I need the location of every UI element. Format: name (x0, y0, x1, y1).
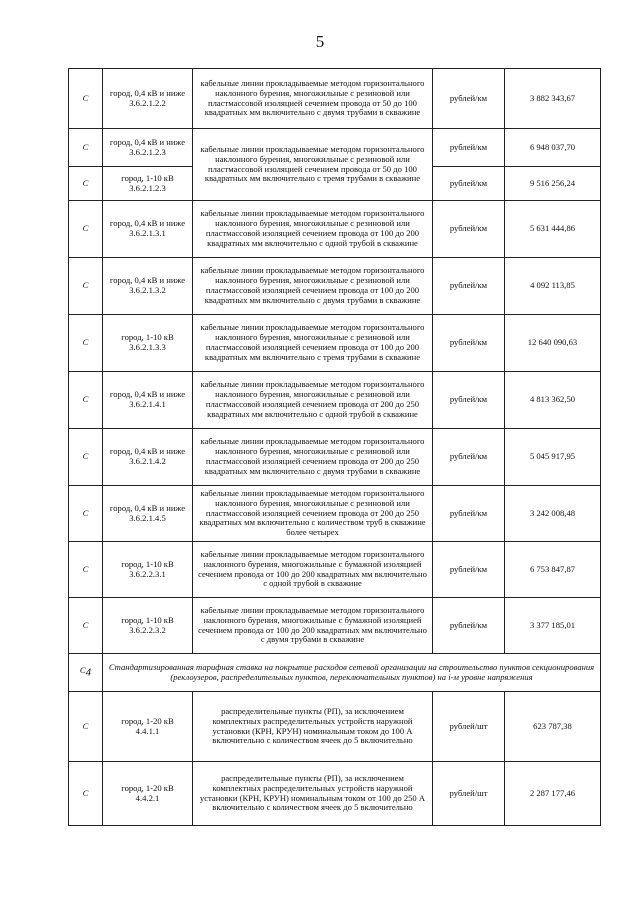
location-text: город, 1-10 кВ (121, 172, 174, 183)
table-row (69, 429, 601, 486)
rate-symbol: C (69, 762, 103, 826)
rate-symbol: C (69, 542, 103, 598)
location-cell (103, 201, 193, 258)
location-cell (103, 372, 193, 429)
price-cell: 3 242 008,48 (505, 486, 601, 542)
rate-code: 4.4.1.1 (135, 725, 160, 736)
rate-code: 3.6.2.1.3.1 (129, 228, 166, 238)
description-cell: распределительные пункты (РП), за исключением комплектных распределительных устройств наружной установки (КРН, КРУН) номинальным током до 100 А включительно с количеством ячеек до 5 включительно (193, 692, 433, 762)
unit-cell: рублей/км (433, 372, 505, 429)
rate-code: 3.6.2.1.3.3 (129, 342, 166, 352)
description-cell: распределительные пункты (РП), за исключением комплектных распределительных устройств наружной установки (КРН, КРУН) номинальным током от 100 до 250 А включительно с количеством ячеек до 5 включительно (193, 762, 433, 826)
price-cell: 5 631 444,86 (505, 201, 601, 258)
section-row (69, 654, 601, 692)
description-cell: кабельные линии прокладываемые методом горизонтального наклонного бурения, многожильные с резиновой или пластмассовой изоляцией сечением провода от 100 до 200 квадратных мм включительно с одной трубой в скважине (193, 201, 433, 258)
location-cell (103, 598, 193, 654)
location-cell (103, 167, 193, 201)
rate-code: 4.4.2.1 (135, 792, 160, 803)
table-row (69, 129, 601, 167)
price-cell: 6 753 847,87 (505, 542, 601, 598)
description-cell: кабельные линии прокладываемые методом горизонтального наклонного бурения, многожильные с резиновой или пластмассовой изоляцией сечением провода от 200 до 250 квадратных мм включительно с количеством труб в скважине более четырех (193, 486, 433, 542)
rate-code: 3.6.2.1.2.2 (129, 97, 166, 108)
unit-cell: рублей/км (433, 429, 505, 486)
rate-code: 3.6.2.1.3.2 (129, 285, 166, 295)
description-cell: кабельные линии прокладываемые методом горизонтального наклонного бурения, многожильные с бумажной изоляцией сечением провода от 100 до 200 квадратных мм включительно с двумя трубами в скважине (193, 598, 433, 654)
rate-code: 3.6.2.1.2.3 (129, 146, 166, 157)
rate-code: 3.6.2.2.3.2 (129, 624, 166, 635)
table-row (69, 762, 601, 826)
rate-code: 3.6.2.1.4.5 (129, 512, 166, 523)
location-text: город, 0,4 кВ и ниже (109, 87, 186, 98)
rate-code: 3.6.2.1.4.1 (129, 399, 166, 409)
location-cell (103, 692, 193, 762)
location-text: город, 0,4 кВ и ниже (109, 275, 186, 286)
location-cell (103, 69, 193, 129)
unit-cell: рублей/км (433, 129, 505, 167)
table-row (69, 258, 601, 315)
unit-cell: рублей/шт (433, 762, 505, 826)
rate-symbol: C (69, 429, 103, 486)
description-cell: кабельные линии прокладываемые методом горизонтального наклонного бурения, многожильные с резиновой или пластмассовой изоляцией сечением провода от 50 до 100 квадратных мм включительно с тремя трубами в скважине (193, 129, 433, 201)
section-heading: Стандартизированная тарифная ставка на покрытие расходов сетевой организации на строительство пунктов секционирования (реклоузеров, распределительных пунктов, переключательных пунктов) на i-м уровне напряжения (103, 654, 601, 692)
location-text: город, 0,4 кВ и ниже (109, 446, 186, 457)
location-cell (103, 315, 193, 372)
price-cell: 6 948 037,70 (505, 129, 601, 167)
rate-symbol: C (69, 372, 103, 429)
location-cell (103, 129, 193, 167)
table-row (69, 69, 601, 129)
location-text: город, 0,4 кВ и ниже (109, 389, 186, 400)
description-cell: кабельные линии прокладываемые методом горизонтального наклонного бурения, многожильные с резиновой или пластмассовой изоляцией сечением провода от 200 до 250 квадратных мм включительно с двумя трубами в скважине (193, 429, 433, 486)
unit-cell: рублей/км (433, 542, 505, 598)
location-text: город, 1-10 кВ (121, 614, 174, 625)
rate-symbol: C (69, 201, 103, 258)
description-cell: кабельные линии прокладываемые методом горизонтального наклонного бурения, многожильные с резиновой или пластмассовой изоляцией сечением провода от 200 до 250 квадратных мм включительно с одной трубой в скважине (193, 372, 433, 429)
table-row (69, 372, 601, 429)
location-text: город, 0,4 кВ и ниже (109, 136, 186, 147)
price-cell: 623 787,38 (505, 692, 601, 762)
rate-code: 3.6.2.1.2.3 (129, 182, 166, 193)
description-cell: кабельные линии прокладываемые методом горизонтального наклонного бурения, многожильные с резиновой или пластмассовой изоляцией сечением провода от 100 до 200 квадратных мм включительно с тремя трубами в скважине (193, 315, 433, 372)
location-text: город, 1-10 кВ (121, 558, 174, 569)
rate-symbol: C (69, 69, 103, 129)
location-cell (103, 762, 193, 826)
table-row (69, 598, 601, 654)
location-cell (103, 486, 193, 542)
tariff-table (68, 68, 601, 826)
table-row (69, 542, 601, 598)
page-number: 5 (315, 32, 325, 51)
unit-cell: рублей/шт (433, 692, 505, 762)
price-cell: 3 882 343,67 (505, 69, 601, 129)
location-text: город, 1-10 кВ (121, 332, 174, 343)
unit-cell: рублей/км (433, 598, 505, 654)
rate-symbol: C (69, 129, 103, 167)
rate-code: 3.6.2.2.3.1 (129, 568, 166, 579)
unit-cell: рублей/км (433, 258, 505, 315)
location-text: город, 1-20 кВ (121, 715, 174, 726)
unit-cell: рублей/км (433, 201, 505, 258)
section-symbol: C4 (69, 654, 103, 692)
price-cell: 2 287 177,46 (505, 762, 601, 826)
rate-symbol: C (69, 315, 103, 372)
price-cell: 4 813 362,50 (505, 372, 601, 429)
price-cell: 3 377 185,01 (505, 598, 601, 654)
table-row (69, 201, 601, 258)
description-cell: кабельные линии прокладываемые методом горизонтального наклонного бурения, многожильные с бумажной изоляцией сечением провода от 100 до 200 квадратных мм включительно с одной трубой в скважине (193, 542, 433, 598)
description-cell: кабельные линии прокладываемые методом горизонтального наклонного бурения, многожильные с резиновой или пластмассовой изоляцией сечением провода от 50 до 100 квадратных мм включительно с двумя трубами в скважине (193, 69, 433, 129)
price-cell: 5 045 917,95 (505, 429, 601, 486)
location-text: город, 1-20 кВ (121, 782, 174, 793)
unit-cell: рублей/км (433, 486, 505, 542)
table-row (69, 315, 601, 372)
location-cell (103, 542, 193, 598)
price-cell: 9 516 256,24 (505, 167, 601, 201)
location-text: город, 0,4 кВ и ниже (109, 502, 186, 513)
unit-cell: рублей/км (433, 69, 505, 129)
description-cell: кабельные линии прокладываемые методом горизонтального наклонного бурения, многожильные с резиновой или пластмассовой изоляцией сечением провода от 100 до 200 квадратных мм включительно с двумя трубами в скважине (193, 258, 433, 315)
rate-symbol: C (69, 258, 103, 315)
rate-symbol: C (69, 167, 103, 201)
location-text: город, 0,4 кВ и ниже (109, 218, 186, 229)
rate-symbol: C (69, 598, 103, 654)
location-cell (103, 258, 193, 315)
rate-code: 3.6.2.1.4.2 (129, 456, 166, 466)
rate-symbol: C (69, 692, 103, 762)
location-cell (103, 429, 193, 486)
price-cell: 4 092 113,85 (505, 258, 601, 315)
rate-symbol: C (69, 486, 103, 542)
table-row (69, 486, 601, 542)
section-subscript: 4 (85, 666, 92, 679)
unit-cell: рублей/км (433, 167, 505, 201)
unit-cell: рублей/км (433, 315, 505, 372)
table-row (69, 692, 601, 762)
price-cell: 12 640 090,63 (505, 315, 601, 372)
